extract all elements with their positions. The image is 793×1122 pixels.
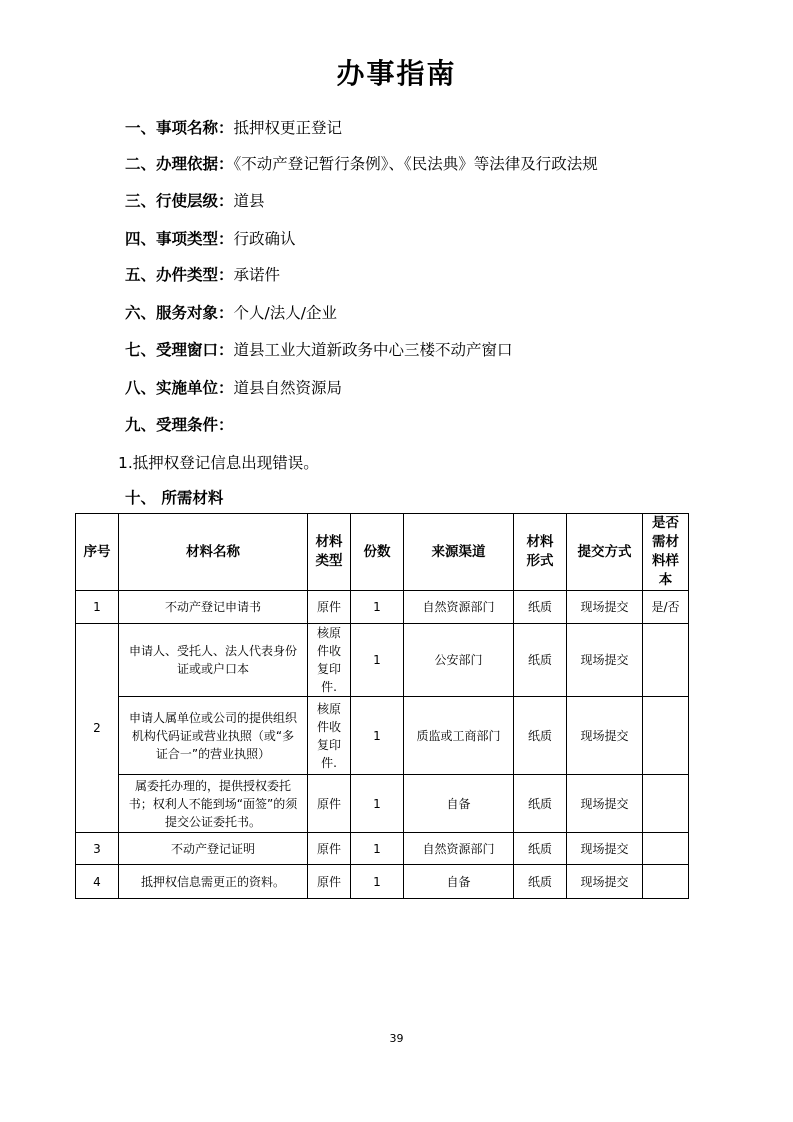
cell-sample xyxy=(643,697,689,775)
cell-type: 原件 xyxy=(308,591,351,624)
table-row xyxy=(76,865,689,899)
cell-type: 核原件收复印件. xyxy=(308,624,351,697)
cell-type: 原件 xyxy=(308,775,351,833)
info-label: 四、事项类型： xyxy=(125,230,234,248)
cell-form: 纸质 xyxy=(514,697,567,775)
info-value: 道县 xyxy=(233,192,265,210)
cell-sample xyxy=(643,833,689,865)
cell-name: 抵押权信息需更正的资料。 xyxy=(119,865,308,899)
info-label: 六、服务对象： xyxy=(125,304,234,322)
table-row xyxy=(76,591,689,624)
cell-submit: 现场提交 xyxy=(567,833,643,865)
header-cell: 提交方式 xyxy=(567,514,643,591)
info-item xyxy=(125,301,337,323)
cell-no: 4 xyxy=(76,865,119,899)
cell-form: 纸质 xyxy=(514,591,567,624)
info-label: 一、事项名称： xyxy=(125,119,234,137)
info-item xyxy=(125,376,342,398)
info-item xyxy=(125,227,296,249)
cell-source: 质监或工商部门 xyxy=(404,697,514,775)
info-value: 《不动产登记暂行条例》、《民法典》等法律及行政法规 xyxy=(233,155,598,173)
cell-sample xyxy=(643,775,689,833)
cell-count: 1 xyxy=(351,697,404,775)
info-label: 二、办理依据： xyxy=(125,155,234,173)
cell-source: 自备 xyxy=(404,775,514,833)
info-value: 承诺件 xyxy=(233,266,281,284)
header-cell: 材料名称 xyxy=(119,514,308,591)
cell-type: 原件 xyxy=(308,833,351,865)
cell-form: 纸质 xyxy=(514,833,567,865)
cell-count: 1 xyxy=(351,624,404,697)
materials-table xyxy=(75,513,689,899)
info-item xyxy=(125,116,342,138)
cell-sample xyxy=(643,865,689,899)
info-item xyxy=(125,413,234,435)
cell-no: 2 xyxy=(76,624,119,833)
cell-form: 纸质 xyxy=(514,865,567,899)
info-value: 抵押权更正登记 xyxy=(233,119,343,137)
info-value: 道县工业大道新政务中心三楼不动产窗口 xyxy=(233,341,513,359)
header-cell: 材料类型 xyxy=(308,514,351,591)
info-label: 八、实施单位： xyxy=(125,379,234,397)
info-item xyxy=(125,152,598,174)
cell-form: 纸质 xyxy=(514,624,567,697)
cell-name: 申请人属单位或公司的提供组织机构代码证或营业执照（或“多证合一”的营业执照） xyxy=(119,697,308,775)
cell-no: 1 xyxy=(76,591,119,624)
cell-sample: 是/否 xyxy=(643,591,689,624)
table-header-row xyxy=(76,514,689,591)
cell-source: 公安部门 xyxy=(404,624,514,697)
page-title: 办事指南 xyxy=(336,57,457,90)
info-label: 九、受理条件： xyxy=(125,416,234,434)
page-number: 39 xyxy=(389,1032,404,1045)
condition-text: 1.抵押权登记信息出现错误。 xyxy=(118,454,319,472)
cell-name: 申请人、受托人、法人代表身份证或或户口本 xyxy=(119,624,308,697)
cell-submit: 现场提交 xyxy=(567,865,643,899)
cell-count: 1 xyxy=(351,591,404,624)
info-value: 个人/法人/企业 xyxy=(233,304,337,322)
table-row xyxy=(76,624,689,697)
header-cell: 序号 xyxy=(76,514,119,591)
info-item xyxy=(125,189,265,211)
cell-submit: 现场提交 xyxy=(567,624,643,697)
cell-no: 3 xyxy=(76,833,119,865)
cell-count: 1 xyxy=(351,833,404,865)
cell-name: 属委托办理的，提供授权委托书；权利人不能到场“面签”的须提交公证委托书。 xyxy=(119,775,308,833)
table-row xyxy=(76,775,689,833)
cell-count: 1 xyxy=(351,865,404,899)
header-cell: 来源渠道 xyxy=(404,514,514,591)
table-row xyxy=(76,697,689,775)
cell-source: 自然资源部门 xyxy=(404,591,514,624)
cell-type: 原件 xyxy=(308,865,351,899)
info-value: 行政确认 xyxy=(233,230,296,248)
info-label: 三、行使层级： xyxy=(125,192,234,210)
cell-name: 不动产登记证明 xyxy=(119,833,308,865)
cell-submit: 现场提交 xyxy=(567,775,643,833)
cell-name: 不动产登记申请书 xyxy=(119,591,308,624)
header-cell: 份数 xyxy=(351,514,404,591)
cell-source: 自然资源部门 xyxy=(404,833,514,865)
materials-heading: 十、 所需材料 xyxy=(125,489,224,507)
cell-sample xyxy=(643,624,689,697)
info-item xyxy=(125,338,513,360)
info-value: 道县自然资源局 xyxy=(233,379,343,397)
header-cell: 材料形式 xyxy=(514,514,567,591)
cell-count: 1 xyxy=(351,775,404,833)
table-row xyxy=(76,833,689,865)
cell-form: 纸质 xyxy=(514,775,567,833)
info-label: 五、办件类型： xyxy=(125,266,234,284)
cell-submit: 现场提交 xyxy=(567,591,643,624)
cell-type: 核原件收复印件. xyxy=(308,697,351,775)
info-label: 七、受理窗口： xyxy=(125,341,234,359)
cell-source: 自备 xyxy=(404,865,514,899)
info-item xyxy=(125,263,280,285)
cell-submit: 现场提交 xyxy=(567,697,643,775)
header-cell: 是否需材料样本 xyxy=(643,514,689,591)
